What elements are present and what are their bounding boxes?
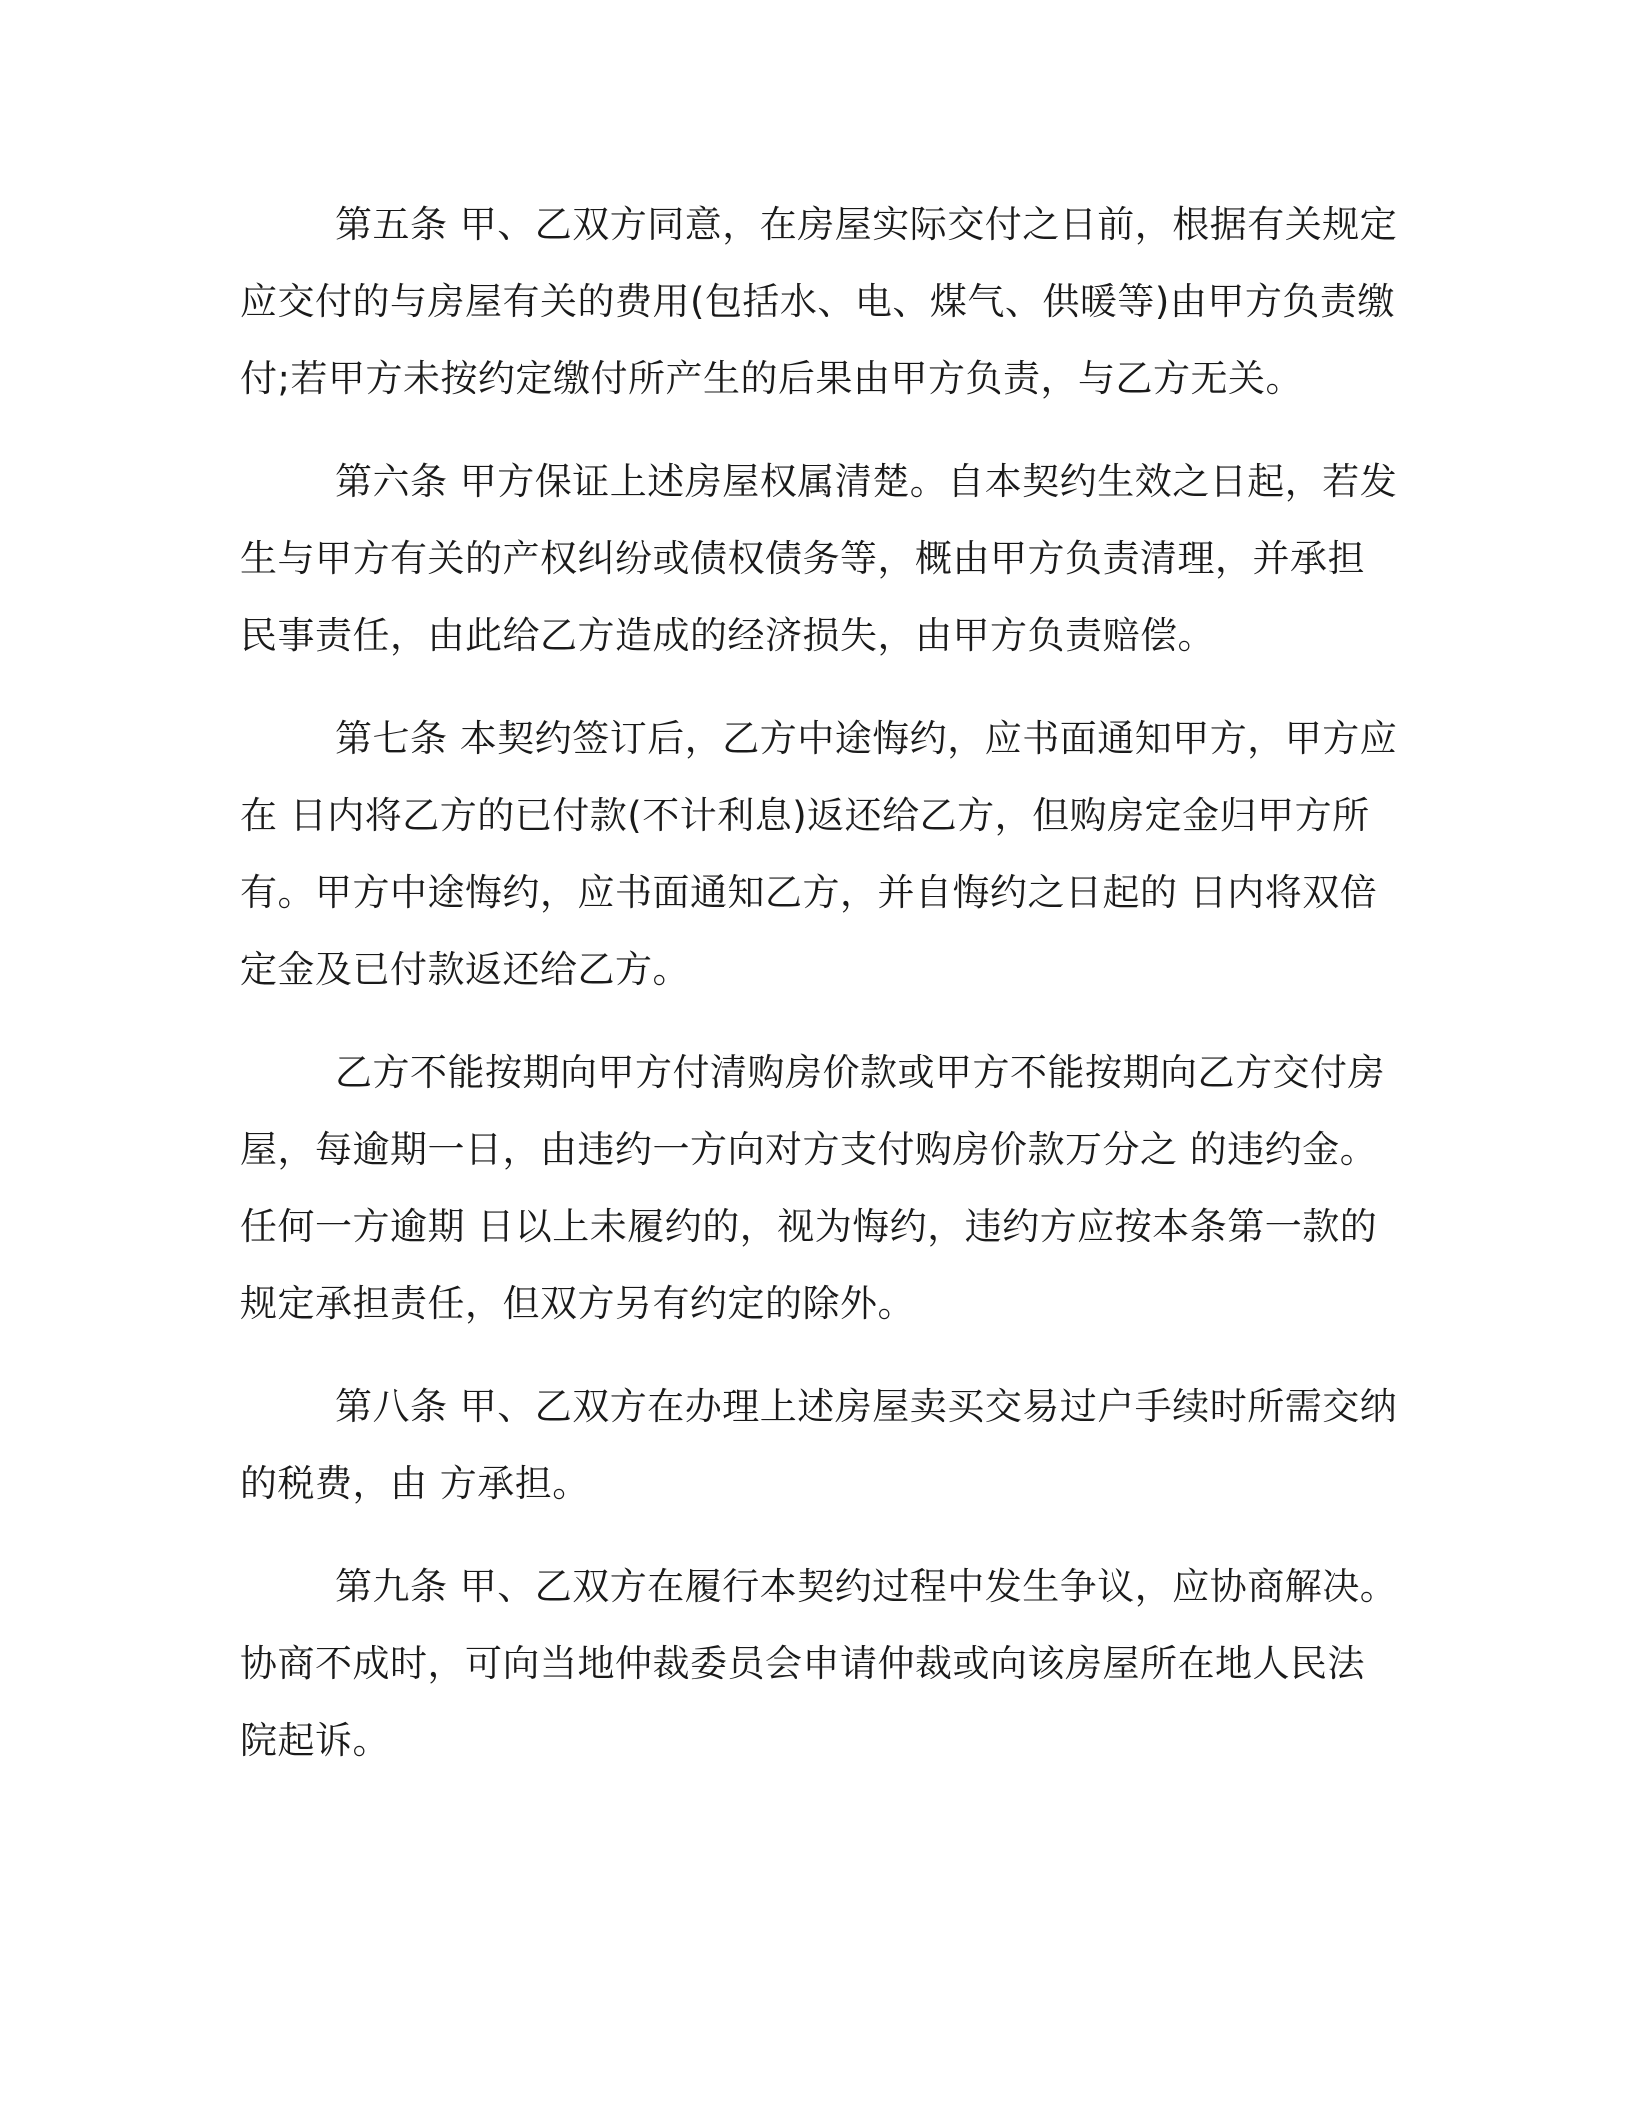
paragraph-line: 乙方不能按期向甲方付清购房价款或甲方不能按期向乙方交付房 (335, 1051, 1385, 1094)
paragraph-line: 规定承担责任，但双方另有约定的除外。 (240, 1282, 915, 1325)
paragraph-line: 有。甲方中途悔约，应书面通知乙方，并自悔约之日起的 日内将双倍 (240, 871, 1378, 914)
paragraph-line: 应交付的与房屋有关的费用(包括水、电、煤气、供暖等)由甲方负责缴 (240, 280, 1395, 323)
paragraph-line: 屋，每逾期一日，由违约一方向对方支付购房价款万分之 的违约金。 (240, 1128, 1378, 1171)
article-5-paragraph (240, 186, 1398, 417)
document-body (240, 186, 1398, 1805)
paragraph-line: 第六条 甲方保证上述房屋权属清楚。自本契约生效之日起，若发 (335, 460, 1398, 503)
article-9-paragraph (240, 1548, 1398, 1779)
paragraph-line: 任何一方逾期 日以上未履约的，视为悔约，违约方应按本条第一款的 (240, 1205, 1378, 1248)
paragraph-line: 院起诉。 (240, 1719, 390, 1762)
paragraph-line: 第七条 本契约签订后，乙方中途悔约，应书面通知甲方，甲方应 (335, 717, 1398, 760)
paragraph-line: 在 日内将乙方的已付款(不计利息)返还给乙方，但购房定金归甲方所 (240, 794, 1370, 837)
article-8-paragraph (240, 1368, 1398, 1522)
paragraph-line: 的税费，由 方承担。 (240, 1462, 590, 1505)
paragraph-line: 定金及已付款返还给乙方。 (240, 948, 690, 991)
article-7-paragraph (240, 700, 1398, 1008)
paragraph-line: 协商不成时，可向当地仲裁委员会申请仲裁或向该房屋所在地人民法 (240, 1642, 1365, 1685)
paragraph-line: 生与甲方有关的产权纠纷或债权债务等，概由甲方负责清理，并承担 (240, 537, 1365, 580)
paragraph-line: 第九条 甲、乙双方在履行本契约过程中发生争议，应协商解决。 (335, 1565, 1398, 1608)
paragraph-line: 付;若甲方未按约定缴付所产生的后果由甲方负责，与乙方无关。 (240, 357, 1303, 400)
paragraph-line: 第五条 甲、乙双方同意，在房屋实际交付之日前，根据有关规定 (335, 203, 1398, 246)
article-6-paragraph (240, 443, 1398, 674)
article-7-breach-paragraph (240, 1034, 1390, 1342)
paragraph-line: 第八条 甲、乙双方在办理上述房屋卖买交易过户手续时所需交纳 (335, 1385, 1398, 1428)
paragraph-line: 民事责任，由此给乙方造成的经济损失，由甲方负责赔偿。 (240, 614, 1215, 657)
